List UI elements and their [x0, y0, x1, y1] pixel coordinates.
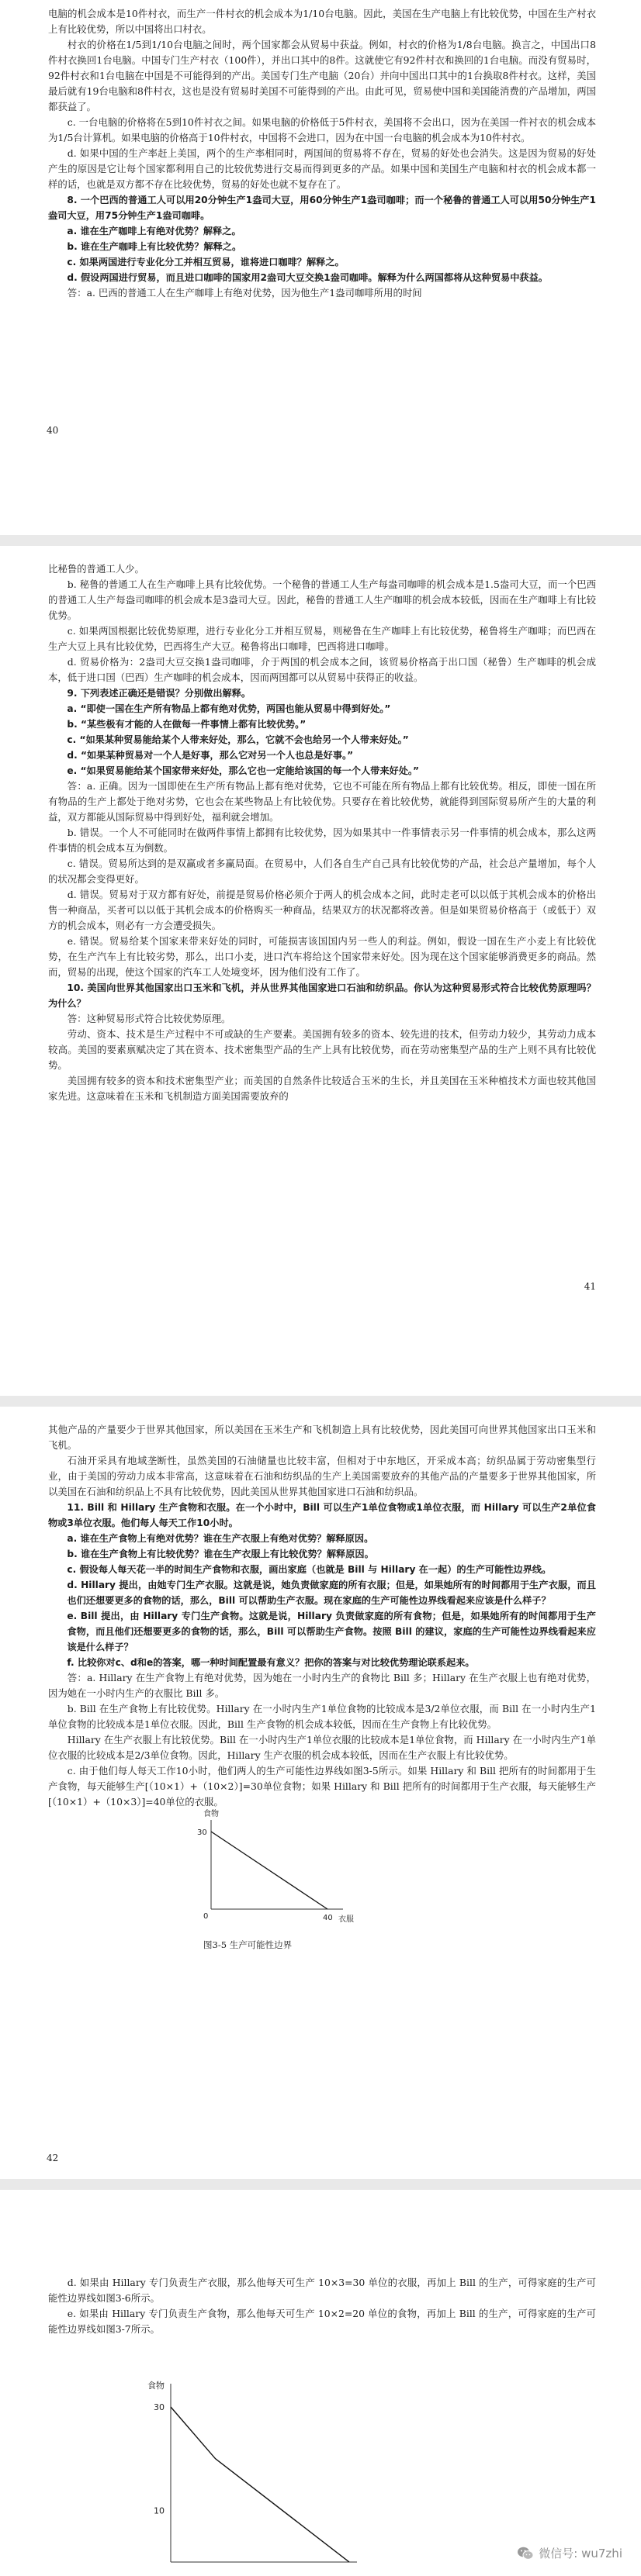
paragraph: d. 贸易价格为：2盎司大豆交换1盎司咖啡，介于两国的机会成本之间，该贸易价格高于出口国（秘鲁）生产咖啡的机会成本，低于进口国（巴西）生产咖啡的机会成本，因而两国都可以从贸易中获得正的收益。 [48, 656, 596, 683]
figure-3-5-caption: 图3-5 生产可能性边界 [203, 1939, 293, 1950]
question-11-e: e. Bill 提出，由 Hillary 专门生产食物。这就是说，Hillary 负责做家庭的所有食物；但是，如果她所有的时间都用于生产食物，而且他们还想要更多的食物的话，那么，Bill 可以帮助生产食物。按照 Bill 的建议，家庭的生产可能性边界线看起来应该是什么样子？ [67, 1611, 596, 1652]
question-9-d: d. “如果某种贸易对一个人是好事，那么它对另一个人也总是好事。” [67, 750, 354, 761]
answer-8-start: 答：a. 巴西的普通工人在生产咖啡上有绝对优势，因为他生产1盎司咖啡所用的时间 [67, 287, 422, 299]
x-axis-title: 衣服 [338, 1915, 354, 1924]
paragraph: 电脑的机会成本是10件村衣，而生产一件村衣的机会成本为1/10台电脑。因此，美国在生产电脑上有比较优势，中国在生产村衣上有比较优势，所以中国将出口村衣。 [48, 8, 596, 35]
page-number: 42 [47, 2153, 59, 2163]
y-axis-title: 食物 [147, 2381, 165, 2391]
y-tick-label: 30 [197, 1828, 207, 1837]
answer-9-b: b. 错误。一个人不可能同时在做两件事情上都拥有比较优势，因为如果其中一件事情表示另一件事情的机会成本，那么这两件事情的机会成本互为倒数。 [48, 827, 596, 854]
answer-11-d: d. 如果由 Hillary 专门负责生产衣服，那么他每天可生产 10×3=30 单位的衣服，再加上 Bill 的生产，可得家庭的生产可能性边界线如图3-6所示。 [48, 2277, 596, 2304]
question-11-title: 11. Bill 和 Hillary 生产食物和衣服。在一个小时中，Bill 可以生产1单位食物或1单位衣服，而 Hillary 可以生产2单位食物或3单位衣服。他们每人每天工作10小时。 [48, 1502, 596, 1528]
answer-11-a: 答：a. Hillary 在生产食物上有绝对优势，因为她在一小时内生产的食物比 Bill 多；Hillary 在生产衣服上也有绝对优势，因为她在一小时内生产的衣服比 Bill 多。 [48, 1672, 596, 1699]
page-1 [0, 0, 641, 535]
page-number: 41 [584, 1281, 596, 1292]
answer-9-c: c. 错误。贸易所达到的是双赢或者多赢局面。在贸易中，人们各自生产自己具有比较优势的产品，社会总产量增加，每个人的状况都会变得更好。 [48, 858, 596, 885]
answer-9-d: d. 错误。贸易对于双方都有好处，前提是贸易价格必须介于两人的机会成本之间，此时走老可以以低于其机会成本的价格出售一种商品，买者可以以低于其机会成本的价格购买一种商品，结果双方的状况都将改善。但是如果贸易价格高于（或低于）双方的机会成本，则必有一方会遭受损失。 [48, 889, 596, 931]
figure-3-6 [132, 2368, 365, 2573]
ppf-line [171, 2407, 349, 2562]
page-number: 40 [47, 425, 59, 436]
answer-11-b: b. Bill 在生产食物上有比较优势。Hillary 在一小时内生产1单位食物的比较成本是3/2单位衣服，而 Bill 在一小时内生产1单位食物的比较成本是1单位衣服。因此，Bill 生产食物的机会成本较低，因而在生产食物上有比较优势。 [48, 1703, 596, 1730]
question-9-a: a. “即使一国在生产所有物品上都有绝对优势，两国也能从贸易中得到好处。” [67, 703, 391, 714]
y-tick-label: 10 [154, 2505, 165, 2516]
paragraph: d. 如果中国的生产率赶上美国，两个的生产率相同时，两国间的贸易将不存在，贸易的好处也会消失。这是因为贸易的好处产生的原因是它让每个国家都利用自己的比较优势进行交易而得到更多的产品。如果中国和美国生产电脑和村衣的机会成本都一样的话，也就是双方都不存在比较优势，贸易的好处也就不复存在了。 [48, 147, 596, 190]
question-8-d: d. 假设两国进行贸易，而且进口咖啡的国家用2盎司大豆交换1盎司咖啡。解释为什么两国都将从这种贸易中获益。 [67, 272, 548, 283]
answer-9-a: 答：a. 正确。因为一国即使在生产所有物品上都有绝对优势，它也不可能在所有物品上都有比较优势。相反，即使一国在所有物品的生产上都处于绝对劣势，它也会在某些物品上有比较优势。只要存在着比较优势，就能得到国际贸易所产生的大量的利益，双方都能从国际贸易中得到好处，福利就会增加。 [48, 780, 596, 823]
question-10-title: 10. 美国向世界其他国家出口玉米和飞机，并从世界其他国家进口石油和纺织品。你认为这种贸易形式符合比较优势原理吗？为什么？ [48, 982, 596, 1009]
page-2 [0, 546, 641, 1396]
question-11-b: b. 谁在生产食物上有比较优势？谁在生产衣服上有比较优势？解释原因。 [67, 1549, 374, 1559]
y-tick-label: 30 [154, 2402, 165, 2412]
question-8-a: a. 谁在生产咖啡上有绝对优势？解释之。 [67, 226, 241, 237]
question-8-b: b. 谁在生产咖啡上有比较优势？解释之。 [67, 241, 242, 252]
question-11-d: d. Hillary 提出，由她专门生产衣服。这就是说，她负责做家庭的所有衣服；但是，如果她所有的时间都用于生产衣服，而且也们还想要更多的食物的话，那么，Bill 可以帮助生产衣服。现在家庭的生产可能性边界线看起来应该是什么样子？ [67, 1580, 596, 1606]
x-tick-label: 40 [323, 1914, 333, 1922]
question-11-f: f. 比较你对c、d和e的答案，哪一种时间配置最有意义？把你的答案与对比较优势理论联系起来。 [67, 1657, 475, 1668]
question-9-title: 9. 下列表述正确还是错误？分别做出解释。 [67, 688, 251, 699]
question-11-c: c. 假设每人每天花一半的时间生产食物和衣服，画出家庭（也就是 Bill 与 Hillary 在一起）的生产可能性边界线。 [67, 1564, 552, 1575]
y-axis-title: 食物 [203, 1810, 219, 1818]
question-8-c: c. 如果两国进行专业化分工并相互贸易，谁将进口咖啡？解释之。 [67, 257, 345, 268]
wechat-icon [517, 2546, 534, 2561]
answer-10: 美国拥有较多的资本和技术密集型产业；而美国的自然条件比较适合玉米的生长，并且美国在玉米种植技术方面也较其他国家先进。这意味着在玉米和飞机制造方面美国需要放弃的 [48, 1075, 596, 1102]
page-gap [0, 2179, 641, 2190]
page-gap [0, 535, 641, 546]
question-11-a: a. 谁在生产食物上有绝对优势？谁在生产衣服上有绝对优势？解释原因。 [67, 1533, 374, 1544]
paragraph: 石油开采具有地域垄断性，虽然美国的石油储量也比较丰富，但相对于中东地区，开采成本高；纺织品属于劳动密集型行业，由于美国的劳动力成本非常高，这意味着在石油和纺织品的生产上美国需要放弃的其他产品的产量要多于世界其他国家，所以美国在石油和纺织品上不具有比较优势，因此美国从世界其他国家进口石油和纺织品。 [48, 1455, 596, 1497]
origin-label: 0 [203, 1912, 209, 1921]
page-4 [0, 2190, 641, 2573]
question-9-e: e. “如果贸易能给某个国家带来好处，那么它也一定能给该国的每一个人带来好处。” [67, 765, 420, 776]
paragraph: b. 秘鲁的普通工人在生产咖啡上具有比较优势。一个秘鲁的普通工人生产每盎司咖啡的机会成本是1.5盎司大豆，而一个巴西的普通工人生产每盎司咖啡的机会成本是3盎司大豆。因此，秘鲁的普通工人生产咖啡的机会成本较低，因而在生产咖啡上有比较优势。 [48, 578, 596, 621]
watermark [517, 2545, 622, 2561]
figure-3-5 [180, 1810, 359, 1932]
watermark-label: 微信号: wu7zhi [539, 2547, 622, 2560]
page-gap [0, 1396, 641, 1407]
paragraph: 其他产品的产量要少于世界其他国家，所以美国在玉米生产和飞机制造上具有比较优势，因此美国可向世界其他国家出口玉米和飞机。 [48, 1424, 596, 1451]
answer-11-b2: Hillary 在生产衣服上有比较优势。Bill 在一小时内生产1单位衣服的比较成本是1单位食物，而 Hillary 在一小时内生产1单位衣服的比较成本是2/3单位食物。因此，Hillary 生产衣服的机会成本较低，因而在生产衣服上有比较优势。 [48, 1734, 596, 1761]
answer-10: 劳动、资本、技术是生产过程中不可或缺的生产要素。美国拥有较多的资本、较先进的技术，但劳动力较少，其劳动力成本较高。美国的要素禀赋决定了其在资本、技术密集型产品的生产上具有比较优势，而在劳动密集型产品的生产上则不具有比较优势。 [48, 1028, 596, 1071]
paragraph: 村衣的价格在1/5到1/10台电脑之间时，两个国家都会从贸易中获益。例如，村衣的价格为1/8台电脑。换言之，中国出口8件村衣换回1台电脑。中国专门生产村衣（100件），并出口其中的8件。这就使它有92件村衣和换回的1台电脑。而没有贸易时，92件村衣和1台电脑在中国是不可能得到的产出。美国专门生产电脑（20台）并向中国出口其中的1台换取8件村衣。这样，美国最后就有19台电脑和8件村衣，这也是没有贸易时美国不可能得到的产出。由此可见，贸易使中国和美国能消费的产品增加，两国都获益了。 [48, 39, 596, 112]
answer-11-c: c. 由于他们每人每天工作10小时，他们两人的生产可能性边界线如图3-5所示。如果 Hillary 和 Bill 把所有的时间都用于生产食物，每天能够生产[（10×1）+（10×2）]=30单位食物；如果 Hillary 和 Bill 把所有的时间都用于生产衣服，每天能够生产[（10×1）+（10×3）]=40单位的衣服。 [48, 1765, 596, 1808]
page-3 [0, 1407, 641, 2179]
paragraph: 比秘鲁的普通工人少。 [48, 563, 144, 575]
question-9-b: b. “某些极有才能的人在做每一件事情上都有比较优势。” [67, 719, 307, 730]
figure-3-6-chart [132, 2368, 365, 2573]
answer-10: 答：这种贸易形式符合比较优势原理。 [67, 1013, 231, 1024]
paragraph: c. 如果两国根据比较优势原理，进行专业化分工并相互贸易，则秘鲁在生产咖啡上有比较优势，秘鲁将生产咖啡；而巴西在生产大豆上具有比较优势，巴西将生产大豆。秘鲁将出口咖啡，巴西将进口咖啡。 [48, 625, 596, 652]
answer-9-e: e. 错误。贸易给某个国家来带来好处的同时，可能损害该国国内另一些人的利益。例如，假设一国在生产小麦上有比较优势，在生产汽车上有比较劣势，那么，出口小麦，进口汽车将给这个国家带来好处。因为现在这个国家能够消费更多的商品。然而，贸易的出现，使这个国家的汽车工人处境变坏，因为他们没有工作了。 [48, 935, 596, 978]
ppf-line [211, 1832, 327, 1909]
figure-3-5-chart [180, 1810, 359, 1932]
paragraph: c. 一台电脑的价格将在5到10件衬衣之间。如果电脑的价格低于5件村衣，美国将不会出口，因为在美国一件衬衣的机会成本为1/5台计算机。如果电脑的价格高于10件村衣，中国将不会进口，因为在中国一台电脑的机会成本为10件村衣。 [48, 116, 596, 143]
answer-11-e: e. 如果由 Hillary 专门负责生产食物，那么他每天可生产 10×2=20 单位的食物，再加上 Bill 的生产，可得家庭的生产可能性边界线如图3-7所示。 [48, 2308, 596, 2335]
question-8-title: 8. 一个巴西的普通工人可以用20分钟生产1盎司大豆，用60分钟生产1盎司咖啡；而一个秘鲁的普通工人可以用50分钟生产1盎司大豆，用75分钟生产1盎司咖啡。 [48, 195, 596, 221]
question-9-c: c. “如果某种贸易能给某个人带来好处，那么，它就不会也给另一个人带来好处。” [67, 734, 409, 745]
